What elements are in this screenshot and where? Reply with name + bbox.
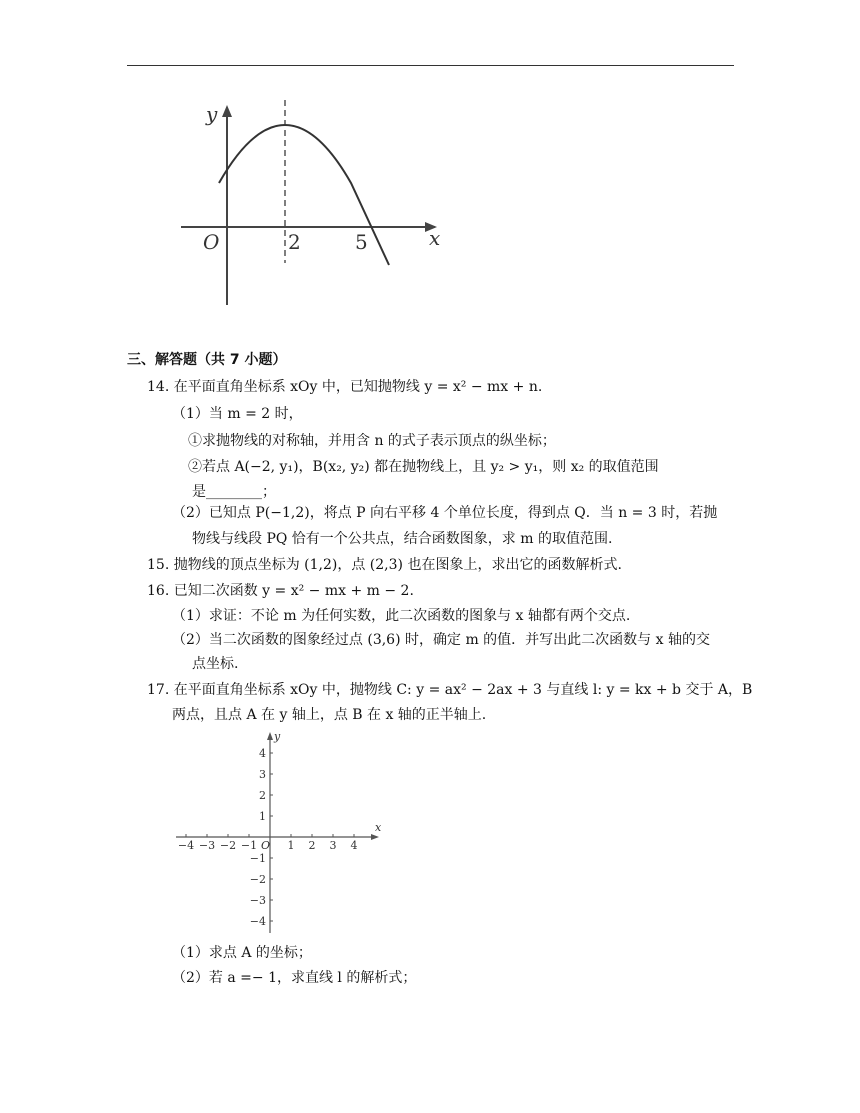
x-tick-label: −3 (198, 839, 216, 852)
x-tick-label: 2 (308, 839, 316, 852)
parabola-figure (175, 95, 455, 310)
x-tick-label: −1 (240, 839, 258, 852)
y-tick-label: −1 (249, 852, 266, 865)
y-tick-label: 4 (259, 747, 266, 760)
q14-part1a: ①求抛物线的对称轴，并用含 n 的式子表示顶点的纵坐标； (188, 433, 556, 449)
y-tick-label: −4 (249, 915, 266, 928)
q14-part2-cont: 物线与线段 PQ 恰有一个公共点，结合函数图象，求 m 的取值范围. (192, 531, 613, 547)
coordinate-figure (170, 728, 390, 938)
origin-label: O (261, 839, 271, 852)
q14-part1: （1）当 m = 2 时， (172, 406, 303, 422)
q17-stem-cont: 两点，且点 A 在 y 轴上，点 B 在 x 轴的正半轴上. (172, 707, 487, 723)
y-tick-label: 3 (259, 768, 266, 781)
y-axis-arrow-icon (267, 732, 273, 740)
y-tick-label: −2 (249, 873, 266, 886)
q14-part2: （2）已知点 P(−1,2)，将点 P 向右平移 4 个单位长度，得到点 Q．当 n = 3 时，若抛 (172, 505, 718, 521)
x-tick-label: 1 (287, 839, 295, 852)
y-axis-label: y (274, 730, 281, 743)
x-axis-arrow-icon (371, 834, 379, 840)
q17-part1: （1）求点 A 的坐标； (172, 945, 312, 961)
y-axis-label: y (206, 102, 218, 126)
section-title: 三、解答题（共 7 小题） (127, 352, 287, 368)
y-axis-arrow-icon (222, 105, 232, 117)
x-tick-label: −2 (219, 839, 237, 852)
x-tick-label: −4 (177, 839, 195, 852)
x-tick-label: 4 (350, 839, 358, 852)
y-tick-label: 1 (259, 810, 266, 823)
header-rule (127, 65, 734, 66)
y-tick-label: −3 (249, 894, 266, 907)
q16-stem: 16. 已知二次函数 y = x² − mx + m − 2. (147, 583, 414, 599)
q14-part1b-cont: 是________； (192, 484, 276, 500)
q17-stem: 17. 在平面直角坐标系 xOy 中，抛物线 C: y = ax² − 2ax + 3 与直线 l: y = kx + b 交于 A，B (147, 682, 753, 698)
q17-part2: （2）若 a =− 1，求直线 l 的解析式； (172, 970, 417, 986)
origin-label: O (203, 230, 220, 254)
q16-part1: （1）求证：不论 m 为任何实数，此二次函数的图象与 x 轴都有两个交点. (172, 608, 631, 624)
q16-part2: （2）当二次函数的图象经过点 (3,6) 时，确定 m 的值．并写出此二次函数与 x 轴的交 (172, 632, 710, 648)
q15-stem: 15. 抛物线的顶点坐标为 (1,2)，点 (2,3) 也在图象上，求出它的函数解析式. (147, 557, 622, 573)
y-tick-label: 2 (259, 789, 266, 802)
tick-label-5: 5 (355, 230, 368, 254)
q16-part2-cont: 点坐标. (192, 656, 239, 672)
q14-stem: 14. 在平面直角坐标系 xOy 中，已知抛物线 y = x² − mx + n. (147, 379, 543, 395)
x-axis-label: x (375, 821, 382, 834)
x-tick-label: 3 (329, 839, 337, 852)
tick-label-2: 2 (288, 230, 301, 254)
q14-part1b: ②若点 A(−2, y₁)，B(x₂, y₂) 都在抛物线上，且 y₂ > y₁，则 x₂ 的取值范围 (188, 459, 659, 475)
x-axis-label: x (429, 226, 441, 250)
